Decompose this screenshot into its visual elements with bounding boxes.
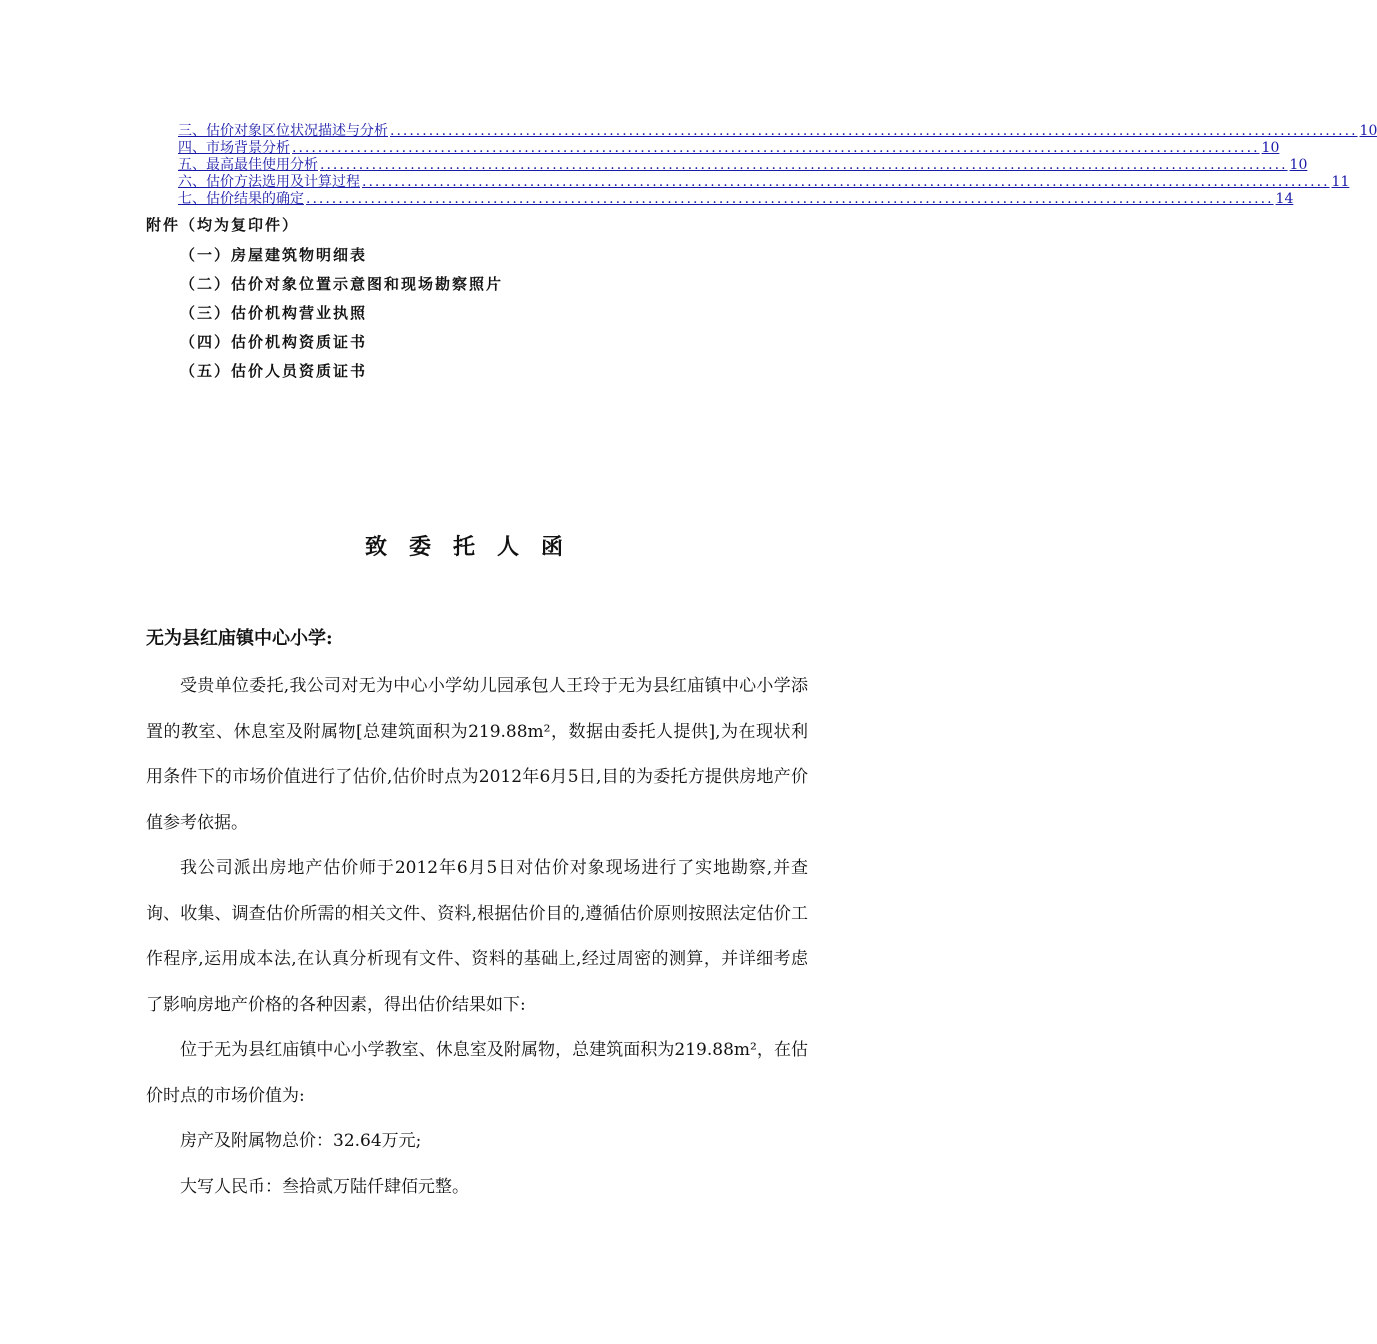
toc-entry-methods[interactable]	[178, 174, 1350, 191]
toc-entry-page: 11	[1331, 174, 1350, 190]
annex-item: （三）估价机构营业执照	[180, 304, 368, 322]
toc-entry-label: 三、估价对象区位状况描述与分析	[178, 123, 388, 139]
annex-item: （五）估价人员资质证书	[180, 362, 368, 380]
toc-entry-best-use[interactable]	[178, 157, 1308, 174]
letter-paragraph: 我公司派出房地产估价师于2012年6月5日对估价对象现场进行了实地勘察,并查询、收集、调查估价所需的相关文件、资料,根据估价目的,遵循估价原则按照法定估价工作程序,运用成本法,在认真分析现有文件、资料的基础上,经过周密的测算，并详细考虑了影响房地产价格的各种因素，得出估价结果如下:	[146, 858, 808, 1015]
toc-entry-page: 10	[1359, 123, 1377, 139]
toc-leader-dots: ......................................................................................................................................................	[320, 157, 1288, 173]
toc-entry-label: 五、最高最佳使用分析	[178, 157, 318, 173]
total-price-line: 房产及附属物总价：32.64万元;	[180, 1131, 422, 1151]
annex-heading: 附件（均为复印件）	[146, 216, 300, 234]
toc-entry-page: 10	[1261, 140, 1280, 156]
toc-leader-dots: ......................................................................................................................................................	[292, 140, 1260, 156]
toc-leader-dots: ......................................................................................................................................................	[390, 123, 1358, 139]
annex-item: （一）房屋建筑物明细表	[180, 246, 368, 264]
toc-entry-label: 六、估价方法选用及计算过程	[178, 174, 360, 190]
letter-paragraph: 受贵单位委托,我公司对无为中心小学幼儿园承包人王玲于无为县红庙镇中心小学添置的教室、休息室及附属物[总建筑面积为219.88m²，数据由委托人提供],为在现状利用条件下的市场价值进行了估价,估价时点为2012年6月5日,目的为委托方提供房地产价值参考依据。	[146, 676, 808, 833]
toc-entry-market[interactable]	[178, 140, 1280, 157]
toc-leader-dots: ......................................................................................................................................................	[362, 174, 1330, 190]
toc-leader-dots: ......................................................................................................................................................	[306, 191, 1274, 207]
toc-entry-label: 四、市场背景分析	[178, 140, 290, 156]
toc-entry-page: 14	[1275, 191, 1294, 207]
toc-entry-result[interactable]	[178, 191, 1294, 208]
letter-title: 致委托人函	[364, 534, 585, 560]
annex-item: （四）估价机构资质证书	[180, 333, 368, 351]
toc-entry-location[interactable]	[178, 123, 1377, 140]
annex-list	[180, 243, 503, 388]
letter-body	[146, 664, 808, 1210]
table-of-contents	[178, 123, 1377, 208]
annex-item: （二）估价对象位置示意图和现场勘察照片	[180, 275, 504, 293]
letter-paragraph: 位于无为县红庙镇中心小学教室、休息室及附属物，总建筑面积为219.88m²，在估价时点的市场价值为:	[146, 1040, 808, 1106]
toc-entry-page: 10	[1289, 157, 1308, 173]
toc-entry-label: 七、估价结果的确定	[178, 191, 304, 207]
letter-addressee: 无为县红庙镇中心小学:	[146, 628, 333, 649]
total-price-words-line: 大写人民币：叁拾贰万陆仟肆佰元整。	[180, 1176, 469, 1197]
